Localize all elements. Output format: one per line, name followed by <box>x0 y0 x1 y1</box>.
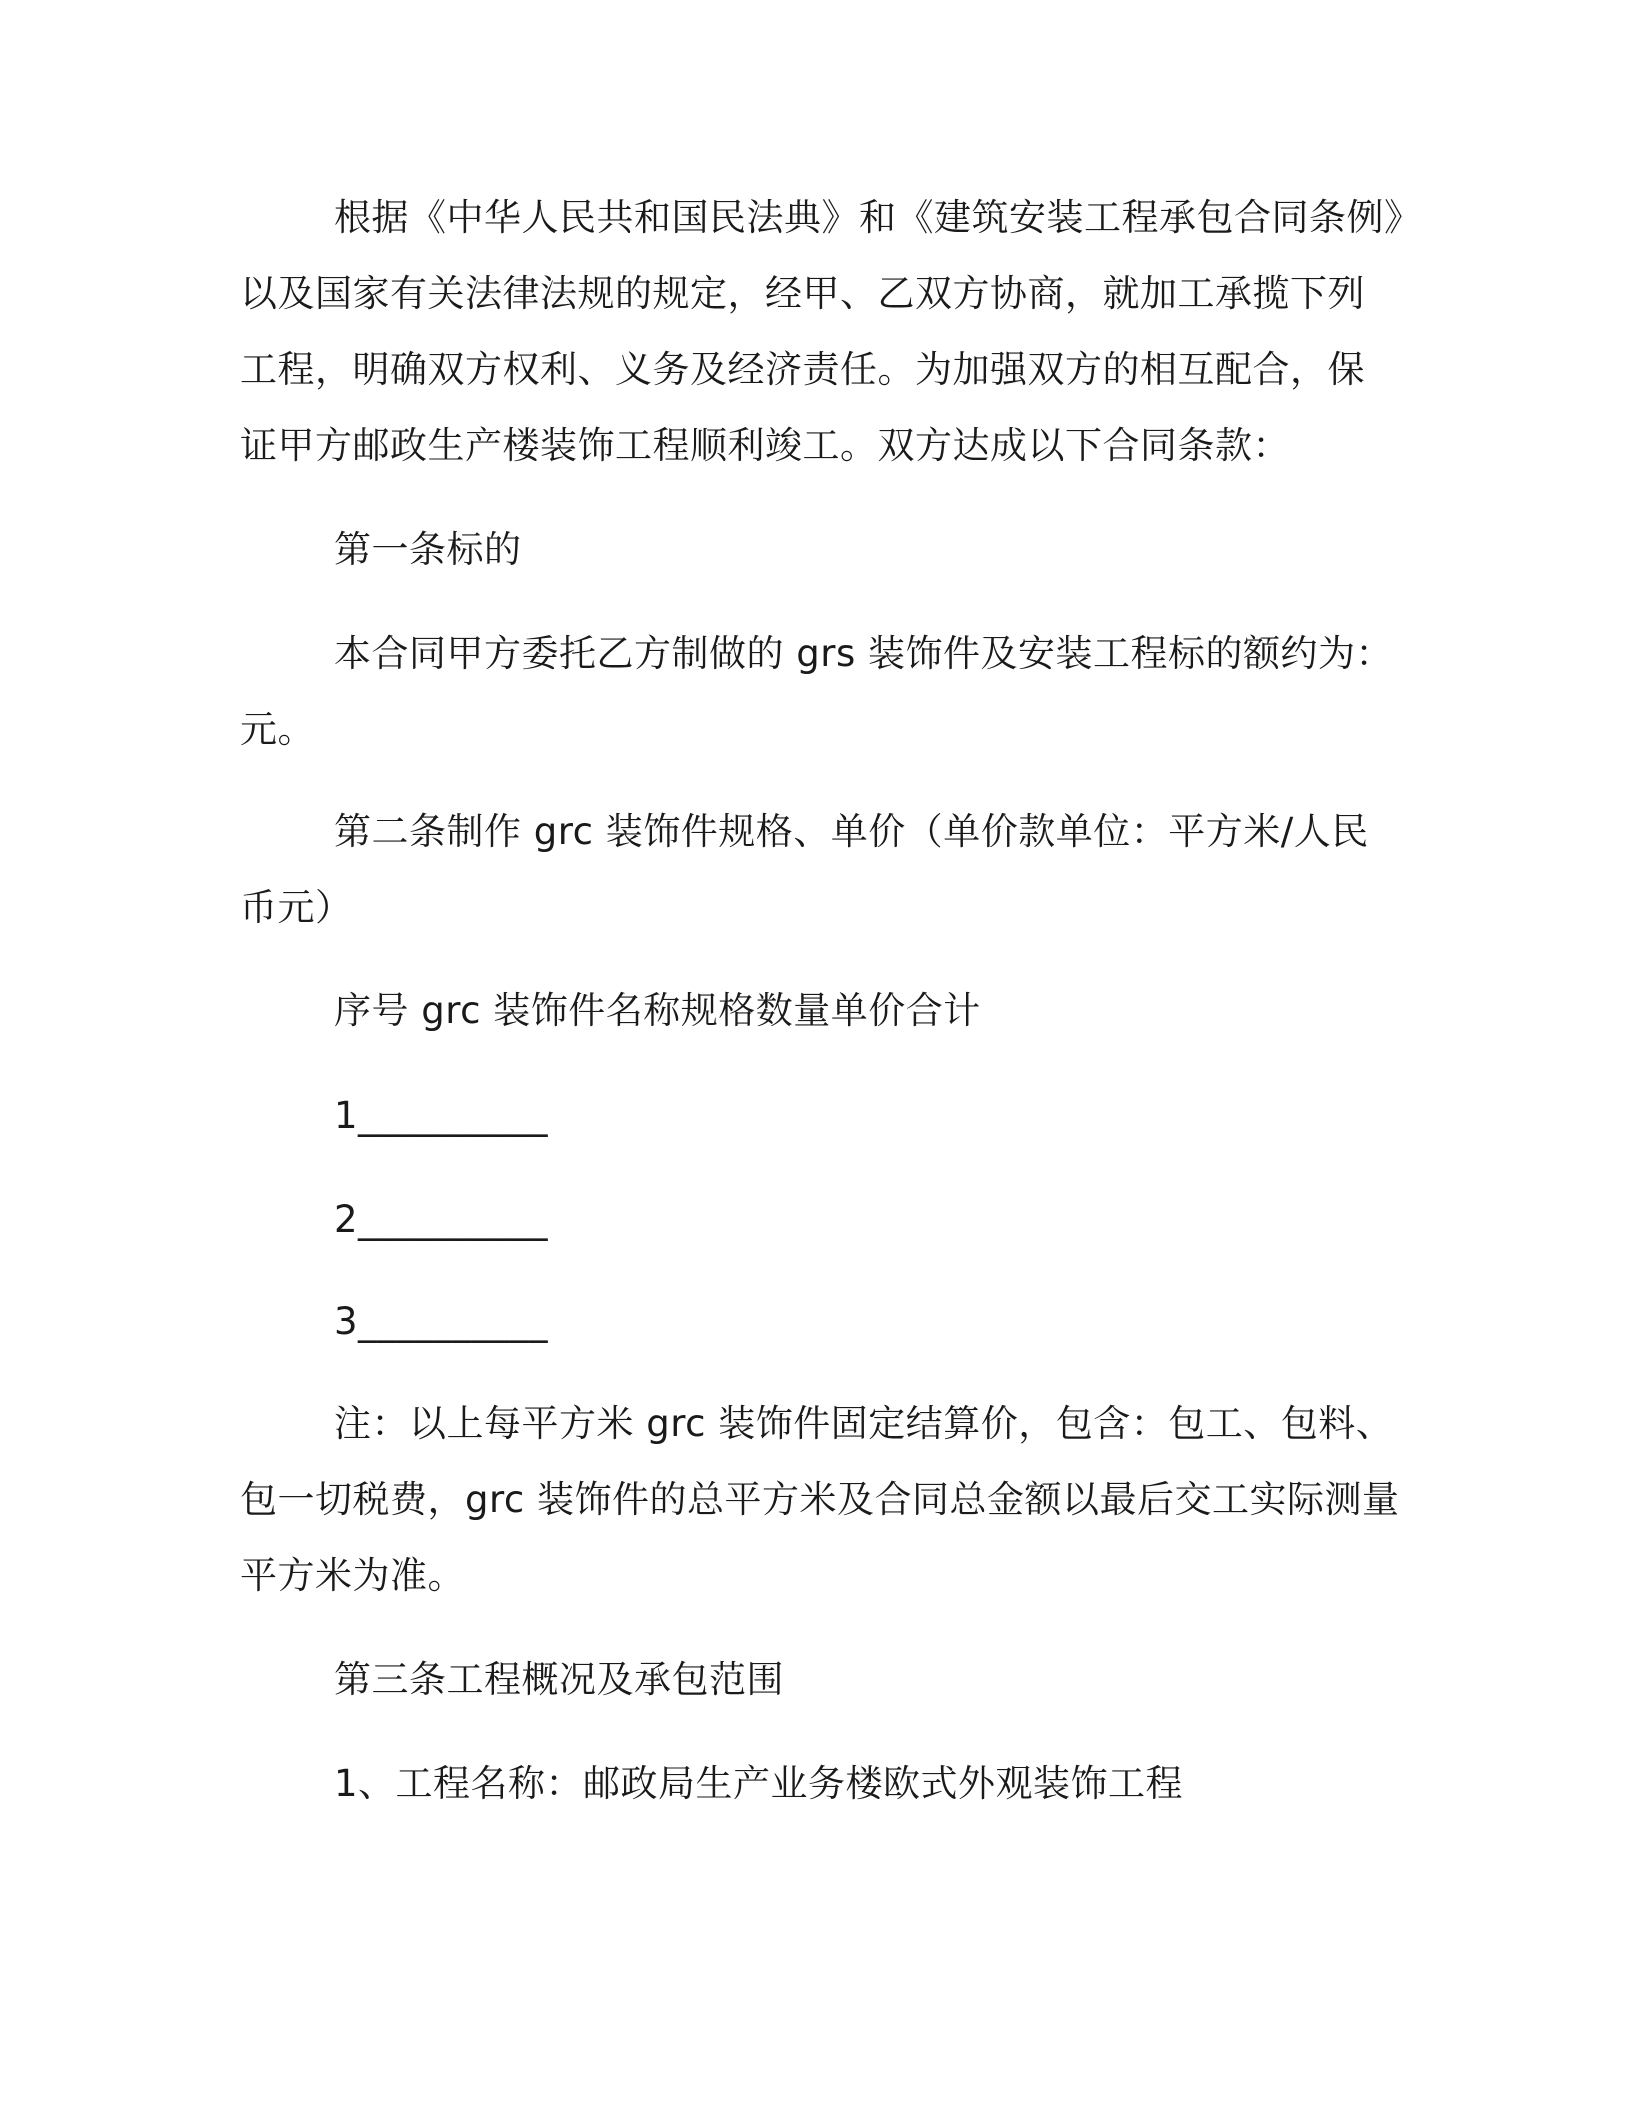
note-line-2: 包一切税费，grc 装饰件的总平方米及合同总金额以最后交工实际测量 <box>240 1478 1400 1521</box>
project-name: 1、工程名称：邮政局生产业务楼欧式外观装饰工程 <box>334 1762 1184 1805</box>
note-line-3: 平方米为准。 <box>240 1554 465 1597</box>
article-3-title: 第三条工程概况及承包范围 <box>334 1658 784 1701</box>
article-1-line-2: 元。 <box>240 708 315 751</box>
table-row-1: 1__________ <box>334 1094 549 1137</box>
intro-line-2: 以及国家有关法律法规的规定，经甲、乙双方协商，就加工承揽下列 <box>240 272 1365 315</box>
intro-line-4: 证甲方邮政生产楼装饰工程顺利竣工。双方达成以下合同条款： <box>240 424 1290 467</box>
table-row-3: 3__________ <box>334 1300 549 1343</box>
article-2-line-1: 第二条制作 grc 装饰件规格、单价（单价款单位：平方米/人民 <box>334 810 1369 853</box>
table-header: 序号 grc 装饰件名称规格数量单价合计 <box>334 989 981 1032</box>
intro-line-1: 根据《中华人民共和国民法典》和《建筑安装工程承包合同条例》 <box>334 196 1422 239</box>
article-1-line-1: 本合同甲方委托乙方制做的 grs 装饰件及安装工程标的额约为： <box>334 632 1393 675</box>
note-line-1: 注：以上每平方米 grc 装饰件固定结算价，包含：包工、包料、 <box>334 1402 1394 1445</box>
intro-line-3: 工程，明确双方权利、义务及经济责任。为加强双方的相互配合，保 <box>240 348 1365 391</box>
article-1-title: 第一条标的 <box>334 528 522 571</box>
table-row-2: 2__________ <box>334 1198 549 1241</box>
article-2-line-2: 币元） <box>240 886 353 929</box>
